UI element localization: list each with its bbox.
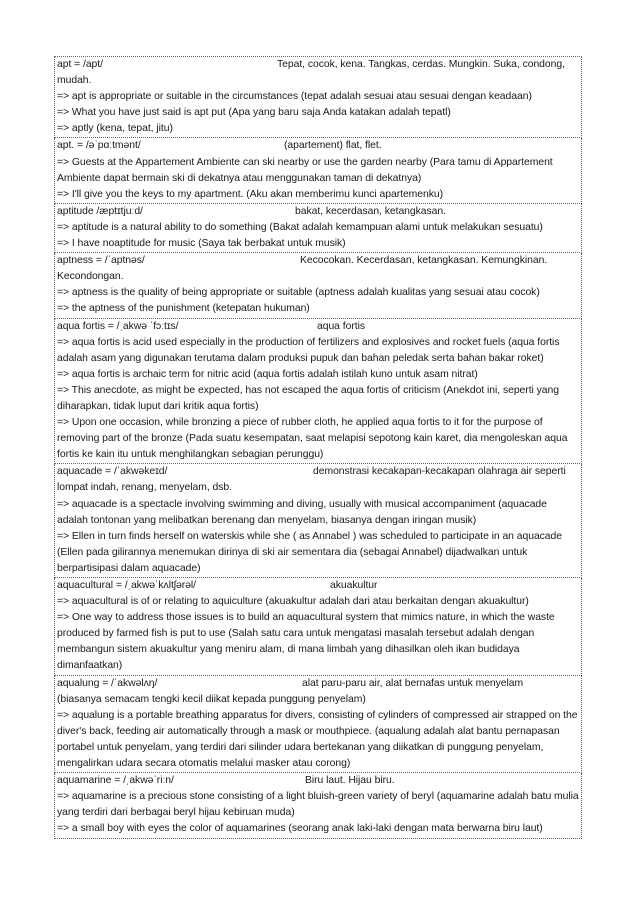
entry-aptness [54,253,582,318]
entry-example: => a small boy with eyes the color of aquamarines (seorang anak laki-laki dengan mata berwarna biru laut) [57,823,543,835]
entry-example: => aquacade is a spectacle involving swimming and diving, usually with musical accompaniment (aquacade adalah tontonan yang melibatkan berenang dan menyelam, biasanya dengan iringan musik) [57,498,547,526]
entry-aqualung [54,676,582,774]
entry-translation-cont: lompat indah, renang, menyelam, dsb. [57,482,232,494]
entry-translation: aqua fortis [317,320,365,332]
entry-example: => Ellen in turn finds herself on waterskis while she ( as Annabel ) was scheduled to participate in an aquacade (Ellen pada gilirannya menemukan dirinya di ski air sementara dia (sebagai Annabel) dijadwalkan untuk berpartisipasi dalam aquacade) [57,530,562,574]
entry-example: => I'll give you the keys to my apartment. (Aku akan memberimu kunci apartemenku) [57,188,444,200]
entry-example: => the aptness of the punishment (ketepatan hukuman) [57,303,310,315]
entry-translation-cont: mudah. [57,75,92,87]
entry-head: aqua fortis = /ˌakwə ˈfɔːtɪs/ [57,320,179,332]
entry-headline [57,464,579,480]
entry-headline [57,204,579,220]
entry-translation: alat paru-paru air, alat bernafas untuk menyelam [302,677,524,689]
entry-head: aqualung = /ˈakwəlʌŋ/ [57,677,158,689]
entry-headline [57,773,579,789]
entry-example: => apt is appropriate or suitable in the circumstances (tepat adalah sesuai atau sesuai dengan keadaan) [57,91,532,103]
entry-aquamarine [54,773,582,838]
entry-aqua-fortis [54,319,582,465]
entry-example: => aqua fortis is archaic term for nitric acid (aqua fortis adalah istilah kuno untuk asam nitrat) [57,368,478,380]
entry-translation: Kecocokan. Kecerdasan, ketangkasan. Kemungkinan. [300,255,548,267]
entry-headline [57,138,579,154]
entry-head: apt. = /əˈpɑːtmənt/ [57,140,141,152]
entry-translation-cont: (biasanya semacam tengki kecil diikat kepada punggung penyelam) [57,693,366,705]
entry-example: => aqua fortis is acid used especially in the production of fertilizers and explosives and rocket fuels (aqua fortis adalah asam yang digunakan terutama dalam produksi pupuk dan bahan peledak serta bahan bakar roket) [57,336,560,364]
entry-headline [57,319,579,335]
entry-head: aquacade = /ˈakwəkeɪd/ [57,466,168,478]
entry-example: => aquacultural is of or relating to aquiculture (akuakultur adalah dari atau berkaitan dengan akuakultur) [57,596,529,608]
entry-translation: akuakultur [330,580,378,591]
entry-aquacade [54,464,582,578]
entry-head: aquamarine = /ˌakwəˈriːn/ [57,775,174,787]
entry-example: => aqualung is a portable breathing apparatus for divers, consisting of cylinders of compressed air strapped on the diver's back, feeding air automatically through a mask or mouthpiece. (aqualung adalah alat bantu pernapasan portabel untuk penyelam, yang terdiri dari silinder udara bertekanan yang diikatkan di punggung penyelam, mengalirkan udara secara otomatis melalui masker atau corong) [57,709,578,770]
entry-headline [57,676,579,692]
entry-example: => One way to address those issues is to build an aquacultural system that mimics nature, in which the waste produced by farmed fish is put to use (Salah satu cara untuk mengatasi masalah tersebut adalah dengan membangun sistem akuakultur yang meniru alam, di mana limbah yang dihasilkan oleh ikan budidaya dimanfaatkan) [57,612,555,672]
entry-aptitude [54,204,582,253]
entry-apt-abbrev [54,138,582,203]
entry-translation: (apartement) flat, flet. [284,140,382,152]
entry-apt [54,57,582,138]
entry-headline [57,578,579,594]
entry-example: => Upon one occasion, while bronzing a piece of rubber cloth, he applied aqua fortis to it for the purpose of removing part of the bronze (Pada suatu kesempatan, saat melapisi sepotong kain karet, dia mengoleskan aqua fortis ke kain itu untuk menghilangkan sebagian perunggu) [57,417,568,461]
entry-example: => Guests at the Appartement Ambiente can ski nearby or use the garden nearby (Para tamu di Appartement Ambiente dapat bermain ski di dekatnya atau menggunakan taman di dekatnya) [57,156,553,184]
entry-example: => aptness is the quality of being appropriate or suitable (aptness adalah kualitas yang sesuai atau cocok) [57,287,540,299]
entry-translation-cont: Kecondongan. [57,271,124,283]
dictionary-document [54,56,582,839]
entry-example: => aptly (kena, tepat, jitu) [57,123,173,135]
entry-example: => aptitude is a natural ability to do something (Bakat adalah kemampuan alami untuk melakukan sesuatu) [57,221,543,233]
entry-example: => What you have just said is apt put (Apa yang baru saja Anda katakan adalah tepatl) [57,107,451,119]
entry-example: => I have noaptitude for music (Saya tak berbakat untuk musik) [57,238,346,250]
entry-headline [57,57,579,73]
entry-translation: Biru laut. Hijau biru. [305,775,395,787]
entry-head: aquacultural = /ˌakwəˈkʌltʃərəl/ [57,580,197,591]
entry-head: apt = /apt/ [57,59,103,70]
entry-headline [57,253,579,269]
entry-example: => aquamarine is a precious stone consisting of a light bluish-green variety of beryl (aquamarine adalah batu mulia yang terdiri dari berbagai beryl hijau kebiruan muda) [57,791,579,819]
entry-translation: Tepat, cocok, kena. Tangkas, cerdas. Mungkin. Suka, condong, [277,59,565,70]
entry-example: => This anecdote, as might be expected, has not escaped the aqua fortis of criticism (Anekdot ini, seperti yang diharapkan, tidak luput dari kritik aqua fortis) [57,384,559,412]
entry-translation: bakat, kecerdasan, ketangkasan. [295,205,446,217]
entry-head: aptitude /æptɪtjuːd/ [57,205,143,217]
entry-translation: demonstrasi kecakapan-kecakapan olahraga air seperti [313,466,566,478]
entry-head: aptness = /ˈaptnəs/ [57,255,145,267]
entry-aquacultural [54,578,582,676]
